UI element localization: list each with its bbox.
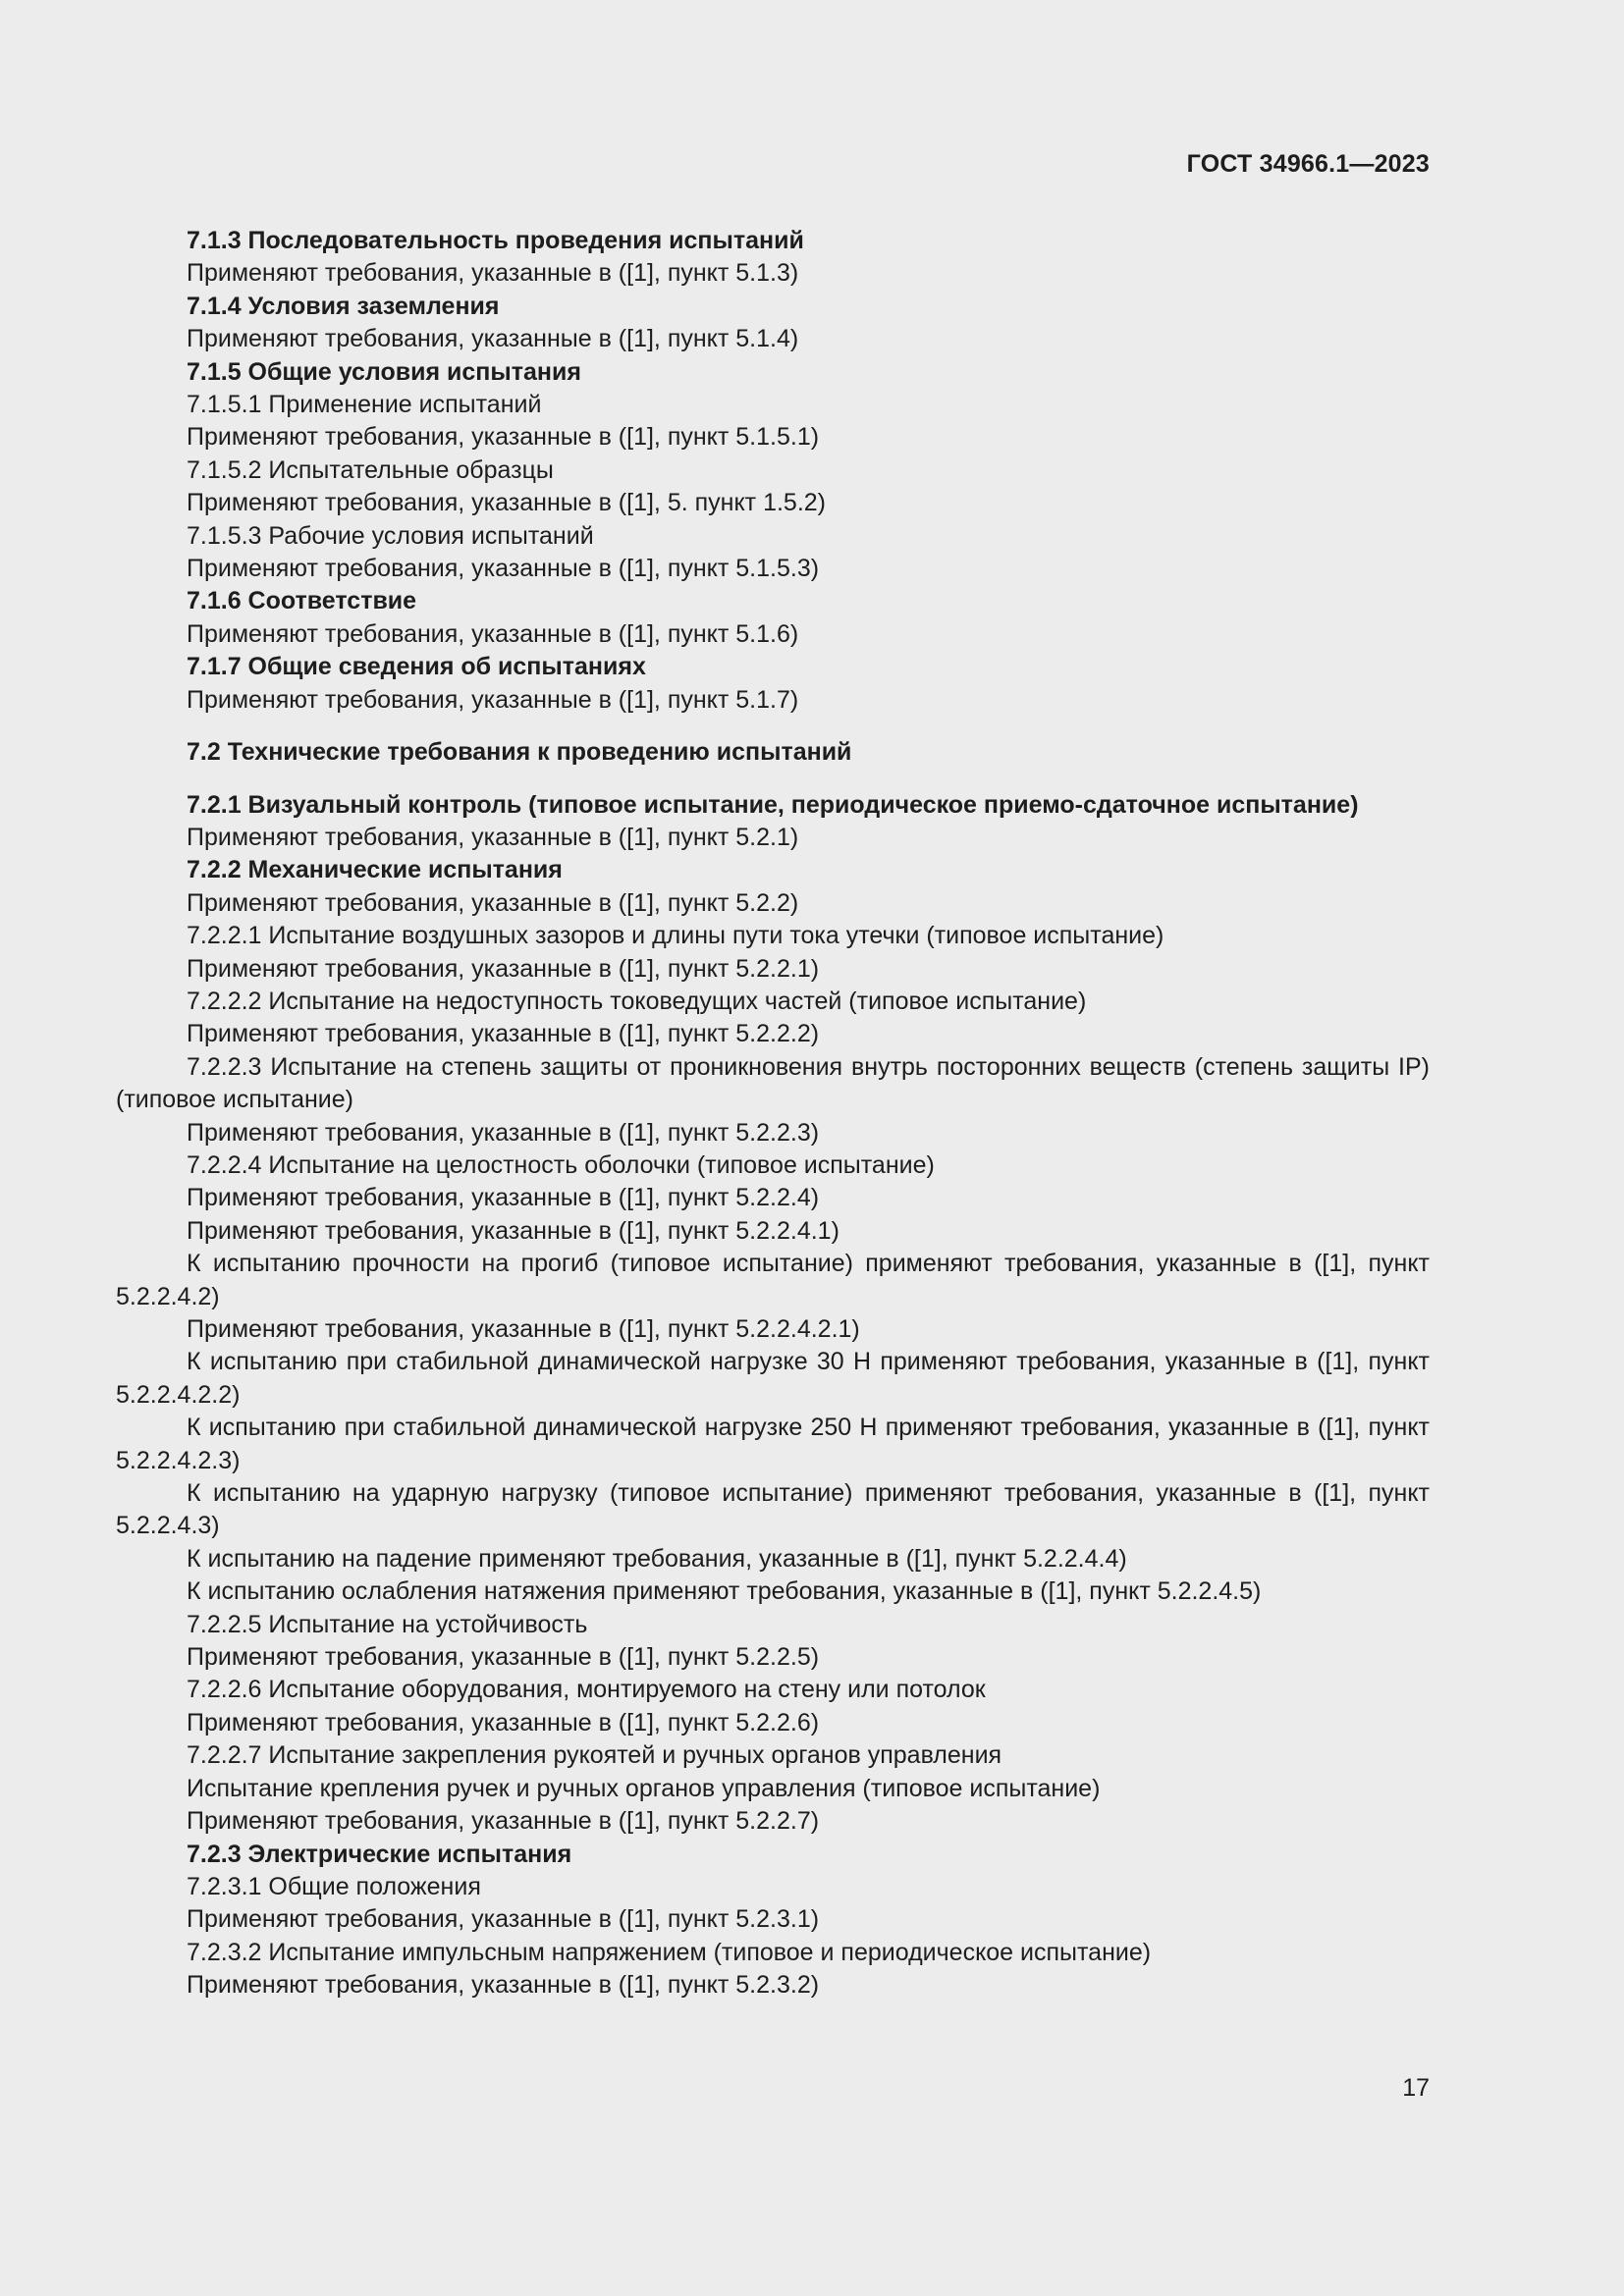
- section-heading: 7.1.7 Общие сведения об испытаниях: [187, 653, 646, 681]
- paragraph: Применяют требования, указанные в ([1], пункт 5.2.3.2): [187, 1971, 820, 2000]
- paragraph: К испытанию на ударную нагрузку (типовое испытание) применяют требования, указанные в ([1], пункт 5.2.2.4.3): [116, 1479, 1430, 1540]
- paragraph: Применяют требования, указанные в ([1], пункт 5.1.3): [187, 259, 799, 288]
- paragraph: К испытанию ослабления натяжения применяют требования, указанные в ([1], пункт 5.2.2.4.5): [187, 1577, 1262, 1606]
- paragraph: 7.2.3.1 Общие положения: [187, 1872, 481, 1900]
- document-body: [116, 225, 1430, 2002]
- paragraph: 7.2.2.5 Испытание на устойчивость: [187, 1610, 588, 1638]
- paragraph: Применяют требования, указанные в ([1], 5. пункт 1.5.2): [187, 489, 827, 517]
- section-heading: 7.2.3 Электрические испытания: [187, 1840, 572, 1868]
- page-number: 17: [1402, 2074, 1430, 2102]
- paragraph: Применяют требования, указанные в ([1], пункт 5.2.2): [187, 888, 799, 917]
- paragraph: Применяют требования, указанные в ([1], пункт 5.2.2.4.2.1): [187, 1315, 860, 1343]
- paragraph: Применяют требования, указанные в ([1], пункт 5.2.2.2): [187, 1020, 820, 1048]
- paragraph: Применяют требования, указанные в ([1], пункт 5.2.2.1): [187, 954, 820, 983]
- paragraph: 7.2.2.2 Испытание на недоступность токоведущих частей (типовое испытание): [187, 987, 1087, 1015]
- section-heading: 7.2.1 Визуальный контроль (типовое испытание, периодическое приемо-сдаточное испытание): [187, 790, 1359, 819]
- paragraph: Применяют требования, указанные в ([1], пункт 5.1.7): [187, 685, 799, 714]
- paragraph: Применяют требования, указанные в ([1], пункт 5.2.2.7): [187, 1807, 820, 1836]
- paragraph: 7.2.3.2 Испытание импульсным напряжением (типовое и периодическое испытание): [187, 1938, 1152, 1966]
- section-heading: 7.1.4 Условия заземления: [187, 292, 500, 320]
- section-heading: 7.2.2 Механические испытания: [187, 856, 563, 884]
- paragraph: 7.2.2.4 Испытание на целостность оболочки (типовое испытание): [187, 1150, 935, 1179]
- paragraph: Применяют требования, указанные в ([1], пункт 5.1.5.1): [187, 423, 820, 452]
- paragraph: 7.1.5.1 Применение испытаний: [187, 391, 542, 419]
- paragraph: 7.2.2.6 Испытание оборудования, монтируемого на стену или потолок: [187, 1676, 986, 1704]
- paragraph: Применяют требования, указанные в ([1], пункт 5.2.2.4.1): [187, 1216, 839, 1245]
- paragraph: 7.2.2.3 Испытание на степень защиты от проникновения внутрь посторонних веществ (степень защиты IP) (типовое испытание): [116, 1052, 1430, 1114]
- section-heading: 7.1.6 Соответствие: [187, 587, 417, 615]
- paragraph: 7.2.2.7 Испытание закрепления рукоятей и ручных органов управления: [187, 1741, 1002, 1770]
- section-heading: 7.1.5 Общие условия испытания: [187, 357, 581, 386]
- paragraph: Применяют требования, указанные в ([1], пункт 5.1.6): [187, 619, 799, 648]
- paragraph: К испытанию на падение применяют требования, указанные в ([1], пункт 5.2.2.4.4): [187, 1544, 1127, 1573]
- paragraph: Применяют требования, указанные в ([1], пункт 5.1.4): [187, 325, 799, 353]
- paragraph: 7.2.2.1 Испытание воздушных зазоров и длины пути тока утечки (типовое испытание): [187, 922, 1164, 950]
- paragraph: 7.1.5.3 Рабочие условия испытаний: [187, 521, 594, 550]
- paragraph: Применяют требования, указанные в ([1], пункт 5.2.2.3): [187, 1118, 820, 1147]
- paragraph: Применяют требования, указанные в ([1], пункт 5.2.2.5): [187, 1643, 820, 1672]
- paragraph: Применяют требования, указанные в ([1], пункт 5.2.2.6): [187, 1708, 820, 1736]
- section-heading: 7.1.3 Последовательность проведения испытаний: [187, 227, 804, 254]
- paragraph: Применяют требования, указанные в ([1], пункт 5.1.5.3): [187, 555, 820, 583]
- paragraph: Применяют требования, указанные в ([1], пункт 5.2.2.4): [187, 1184, 820, 1212]
- document-code: ГОСТ 34966.1—2023: [1186, 150, 1430, 178]
- paragraph: 7.1.5.2 Испытательные образцы: [187, 455, 554, 484]
- paragraph: К испытанию прочности на прогиб (типовое испытание) применяют требования, указанные в ([1], пункт 5.2.2.4.2): [116, 1250, 1430, 1310]
- paragraph: Применяют требования, указанные в ([1], пункт 5.2.3.1): [187, 1905, 820, 1934]
- paragraph: Применяют требования, указанные в ([1], пункт 5.2.1): [187, 823, 799, 851]
- paragraph: К испытанию при стабильной динамической нагрузке 250 Н применяют требования, указанные в ([1], пункт 5.2.2.4.2.3): [116, 1414, 1430, 1474]
- paragraph: К испытанию при стабильной динамической нагрузке 30 Н применяют требования, указанные в ([1], пункт 5.2.2.4.2.2): [116, 1348, 1430, 1409]
- paragraph: Испытание крепления ручек и ручных органов управления (типовое испытание): [187, 1774, 1101, 1802]
- section-heading: 7.2 Технические требования к проведению испытаний: [187, 738, 852, 767]
